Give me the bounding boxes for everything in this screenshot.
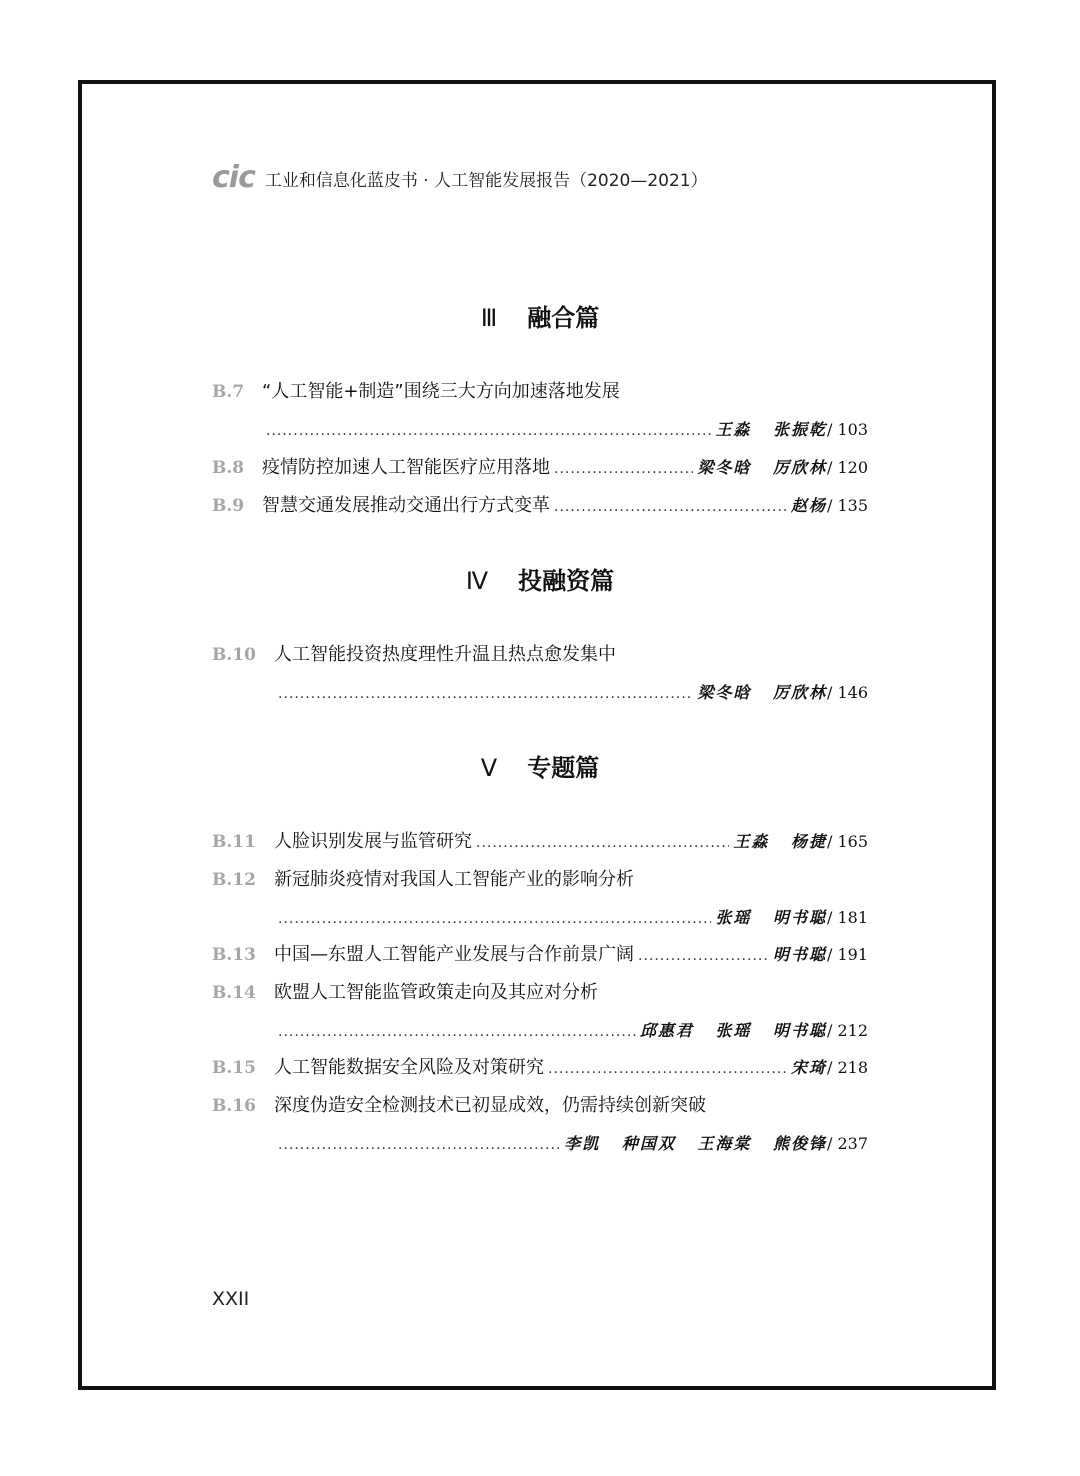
leader-dots <box>278 909 711 929</box>
toc-entry-b9[interactable] <box>212 494 868 518</box>
entry-title: 深度伪造安全检测技术已初显成效，仍需持续创新突破 <box>274 1095 706 1116</box>
entry-title: 人脸识别发展与监管研究 <box>274 831 472 852</box>
book-title: 工业和信息化蓝皮书 · 人工智能发展报告（2020—2021） <box>264 170 708 191</box>
entry-authors: 李凯 种国双 王海棠 熊俊锋 <box>564 1134 827 1153</box>
section-heading-5 <box>0 748 1080 783</box>
entry-authors: 宋琦 <box>790 1058 827 1077</box>
entry-title: “人工智能+制造”围绕三大方向加速落地发展 <box>262 381 620 402</box>
leader-dots <box>476 833 729 853</box>
leader-dots <box>266 421 711 441</box>
leader-dots <box>278 1022 636 1042</box>
section-heading-3 <box>0 298 1080 333</box>
toc-entry-b7[interactable] <box>212 380 868 442</box>
entry-page: / 120 <box>826 458 868 477</box>
toc-entry-b8[interactable] <box>212 456 868 480</box>
entry-title: 人工智能数据安全风险及对策研究 <box>274 1057 544 1078</box>
entry-code: B.11 <box>212 832 256 852</box>
entry-code: B.13 <box>212 945 256 965</box>
toc-entry-b12[interactable] <box>212 868 868 930</box>
entry-page: / 103 <box>826 420 868 439</box>
entry-authors: 梁冬晗 厉欣林 <box>697 458 827 477</box>
entry-authors: 王淼 杨捷 <box>733 832 827 851</box>
entry-authors: 明书聪 <box>772 945 827 964</box>
entry-page: / 146 <box>826 683 868 702</box>
entry-code: B.8 <box>212 458 245 478</box>
entry-code: B.12 <box>212 870 256 890</box>
entry-code: B.10 <box>212 645 256 665</box>
entry-title: 新冠肺炎疫情对我国人工智能产业的影响分析 <box>274 869 634 890</box>
section-numeral: Ⅴ <box>480 754 498 782</box>
section-heading-4 <box>0 561 1080 596</box>
entry-page: / 237 <box>826 1134 868 1153</box>
leader-dots <box>554 497 787 517</box>
leader-dots <box>554 459 693 479</box>
running-header <box>212 160 708 196</box>
toc-entry-b16[interactable] <box>212 1094 868 1156</box>
leader-dots <box>278 684 693 704</box>
entry-code: B.14 <box>212 983 256 1003</box>
entry-code: B.9 <box>212 496 245 516</box>
entry-authors: 张瑶 明书聪 <box>715 908 827 927</box>
toc-entry-b15[interactable] <box>212 1056 868 1080</box>
entry-title: 中国—东盟人工智能产业发展与合作前景广阔 <box>274 944 634 965</box>
leader-dots <box>548 1059 787 1079</box>
entry-title: 智慧交通发展推动交通出行方式变革 <box>262 495 550 516</box>
section-title: 投融资篇 <box>518 567 615 595</box>
toc-entry-b11[interactable] <box>212 830 868 854</box>
entry-page: / 191 <box>826 945 868 964</box>
entry-page: / 135 <box>826 496 868 515</box>
section-numeral: Ⅳ <box>465 567 489 595</box>
section-title: 融合篇 <box>527 304 600 332</box>
entry-title: 疫情防控加速人工智能医疗应用落地 <box>262 457 550 478</box>
entry-title: 欧盟人工智能监管政策走向及其应对分析 <box>274 982 598 1003</box>
toc-entry-b14[interactable] <box>212 981 868 1043</box>
section-title: 专题篇 <box>527 754 600 782</box>
toc-entry-b10[interactable] <box>212 643 868 705</box>
entry-code: B.7 <box>212 382 245 402</box>
leader-dots <box>638 946 769 966</box>
entry-code: B.15 <box>212 1058 256 1078</box>
entry-page: / 165 <box>826 832 868 851</box>
entry-authors: 邱惠君 张瑶 明书聪 <box>639 1021 827 1040</box>
entry-page: / 212 <box>826 1021 868 1040</box>
toc-entry-b13[interactable] <box>212 943 868 967</box>
page-frame <box>78 80 996 1390</box>
entry-authors: 赵杨 <box>790 496 827 515</box>
entry-page: / 181 <box>826 908 868 927</box>
section-numeral: Ⅲ <box>480 304 498 332</box>
page-number-roman: XXII <box>212 1288 250 1310</box>
entry-authors: 梁冬晗 厉欣林 <box>697 683 827 702</box>
entry-title: 人工智能投资热度理性升温且热点愈发集中 <box>274 644 616 665</box>
entry-code: B.16 <box>212 1096 256 1116</box>
cic-logo: cic <box>212 160 255 195</box>
entry-page: / 218 <box>826 1058 868 1077</box>
leader-dots <box>278 1135 560 1155</box>
entry-authors: 王淼 张振乾 <box>715 420 827 439</box>
